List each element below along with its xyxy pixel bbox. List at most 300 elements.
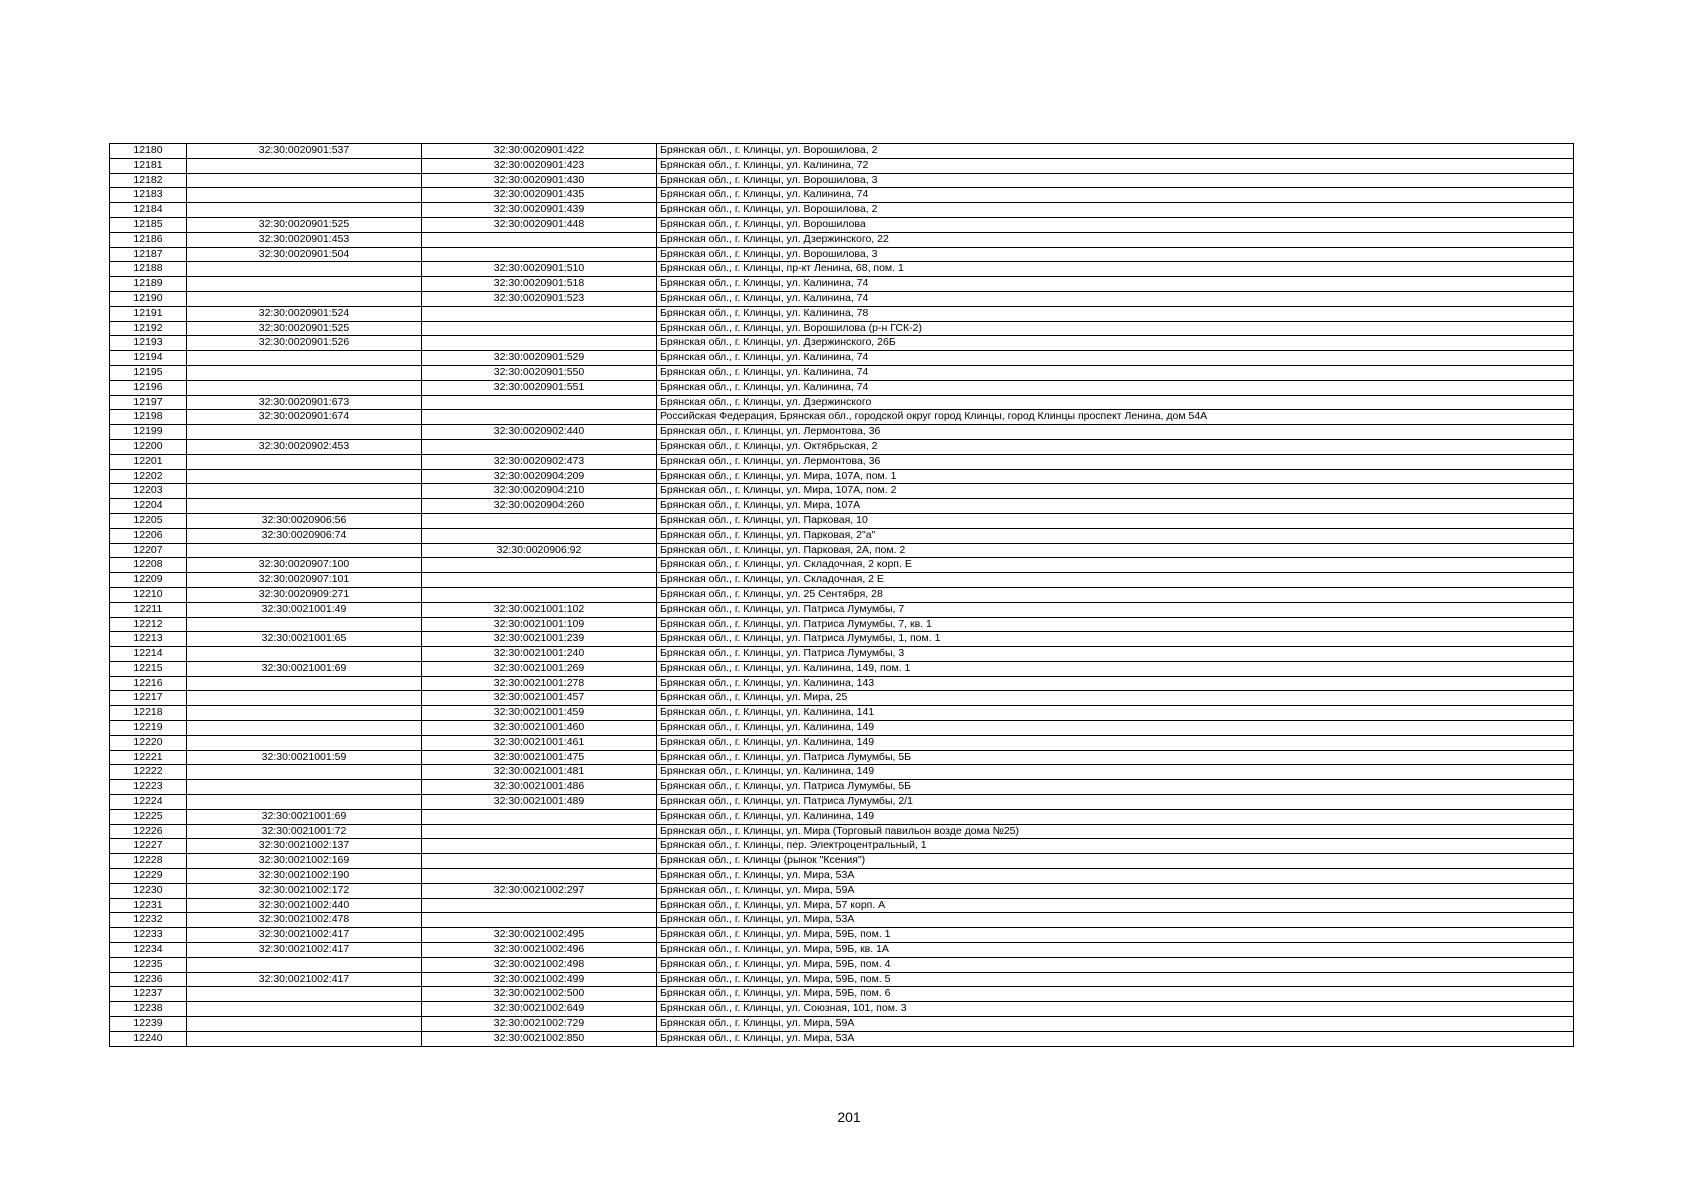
table-row (110, 765, 1574, 780)
cadastral-number-cell: 32:30:0020901:504 (187, 247, 422, 262)
row-number-cell: 12205 (110, 513, 187, 528)
cadastral-number-cell (187, 721, 422, 736)
row-number-cell: 12211 (110, 602, 187, 617)
table-row (110, 410, 1574, 425)
table-row (110, 499, 1574, 514)
table-row (110, 1002, 1574, 1017)
table-row (110, 928, 1574, 943)
table-row (110, 217, 1574, 232)
row-number-cell: 12231 (110, 898, 187, 913)
row-number-cell: 12232 (110, 913, 187, 928)
building-cadastral-number-cell (422, 587, 657, 602)
address-cell: Брянская обл., г. Клинцы, ул. Мира, 59А (657, 1017, 1574, 1032)
row-number-cell: 12210 (110, 587, 187, 602)
cadastral-number-cell (187, 1017, 422, 1032)
row-number-cell: 12194 (110, 351, 187, 366)
cadastral-number-cell (187, 188, 422, 203)
address-cell: Брянская обл., г. Клинцы, ул. Мира, 59Б, пом. 5 (657, 972, 1574, 987)
row-number-cell: 12215 (110, 661, 187, 676)
table-row (110, 676, 1574, 691)
cadastral-number-cell: 32:30:0020901:525 (187, 321, 422, 336)
building-cadastral-number-cell (422, 809, 657, 824)
table-row (110, 351, 1574, 366)
building-cadastral-number-cell: 32:30:0021002:649 (422, 1002, 657, 1017)
row-number-cell: 12198 (110, 410, 187, 425)
cadastral-number-cell (187, 765, 422, 780)
row-number-cell: 12234 (110, 943, 187, 958)
row-number-cell: 12224 (110, 795, 187, 810)
address-cell: Брянская обл., г. Клинцы, ул. Калинина, 74 (657, 188, 1574, 203)
table-row (110, 484, 1574, 499)
row-number-cell: 12227 (110, 839, 187, 854)
table-row (110, 262, 1574, 277)
row-number-cell: 12195 (110, 365, 187, 380)
address-cell: Брянская обл., г. Клинцы, ул. Мира, 53А (657, 913, 1574, 928)
table-row (110, 898, 1574, 913)
address-cell: Брянская обл., г. Клинцы, ул. Калинина, 149 (657, 735, 1574, 750)
row-number-cell: 12201 (110, 454, 187, 469)
building-cadastral-number-cell: 32:30:0021002:495 (422, 928, 657, 943)
address-cell: Брянская обл., г. Клинцы, ул. Мира, 53А (657, 869, 1574, 884)
building-cadastral-number-cell (422, 913, 657, 928)
building-cadastral-number-cell (422, 232, 657, 247)
table-row (110, 425, 1574, 440)
cadastral-number-cell: 32:30:0021002:417 (187, 943, 422, 958)
address-cell: Брянская обл., г. Клинцы, ул. Калинина, 149 (657, 721, 1574, 736)
building-cadastral-number-cell: 32:30:0021002:729 (422, 1017, 657, 1032)
address-cell: Брянская обл., г. Клинцы, ул. Калинина, 74 (657, 380, 1574, 395)
building-cadastral-number-cell (422, 321, 657, 336)
building-cadastral-number-cell: 32:30:0021002:498 (422, 957, 657, 972)
address-cell: Брянская обл., г. Клинцы, ул. Парковая, 10 (657, 513, 1574, 528)
address-cell: Брянская обл., г. Клинцы, ул. Союзная, 101, пом. 3 (657, 1002, 1574, 1017)
table-row (110, 617, 1574, 632)
cadastral-number-cell (187, 365, 422, 380)
building-cadastral-number-cell: 32:30:0021001:239 (422, 632, 657, 647)
building-cadastral-number-cell: 32:30:0020904:260 (422, 499, 657, 514)
row-number-cell: 12220 (110, 735, 187, 750)
row-number-cell: 12238 (110, 1002, 187, 1017)
row-number-cell: 12187 (110, 247, 187, 262)
table-row (110, 513, 1574, 528)
address-cell: Брянская обл., г. Клинцы, ул. Калинина, 74 (657, 291, 1574, 306)
cadastral-number-cell (187, 1002, 422, 1017)
address-cell: Брянская обл., г. Клинцы, ул. Дзержинского (657, 395, 1574, 410)
address-cell: Брянская обл., г. Клинцы, ул. Патриса Лумумбы, 3 (657, 647, 1574, 662)
address-cell: Российская Федерация, Брянская обл., городской округ город Клинцы, город Клинцы проспект Ленина, дом 54А (657, 410, 1574, 425)
address-cell: Брянская обл., г. Клинцы, ул. Калинина, 74 (657, 351, 1574, 366)
table-row (110, 883, 1574, 898)
address-cell: Брянская обл., г. Клинцы, ул. Ворошилова (657, 217, 1574, 232)
table-row (110, 957, 1574, 972)
cadastral-number-cell (187, 262, 422, 277)
table-row (110, 1031, 1574, 1046)
table-row (110, 306, 1574, 321)
cadastral-number-cell: 32:30:0021001:65 (187, 632, 422, 647)
cadastral-number-cell (187, 203, 422, 218)
row-number-cell: 12237 (110, 987, 187, 1002)
building-cadastral-number-cell (422, 898, 657, 913)
table-row (110, 706, 1574, 721)
building-cadastral-number-cell (422, 247, 657, 262)
building-cadastral-number-cell: 32:30:0020901:448 (422, 217, 657, 232)
address-cell: Брянская обл., г. Клинцы, ул. Мира, 107А (657, 499, 1574, 514)
table-row (110, 632, 1574, 647)
cadastral-number-cell: 32:30:0021002:478 (187, 913, 422, 928)
building-cadastral-number-cell: 32:30:0021002:496 (422, 943, 657, 958)
building-cadastral-number-cell: 32:30:0021001:240 (422, 647, 657, 662)
address-cell: Брянская обл., г. Клинцы, ул. Парковая, 2А, пом. 2 (657, 543, 1574, 558)
address-cell: Брянская обл., г. Клинцы, ул. Мира, 59Б, пом. 1 (657, 928, 1574, 943)
table-row (110, 247, 1574, 262)
table-row (110, 721, 1574, 736)
table-row (110, 795, 1574, 810)
cadastral-number-cell (187, 469, 422, 484)
address-cell: Брянская обл., г. Клинцы, ул. Патриса Лумумбы, 7 (657, 602, 1574, 617)
table-row (110, 691, 1574, 706)
address-cell: Брянская обл., г. Клинцы, ул. Калинина, 141 (657, 706, 1574, 721)
table-row (110, 750, 1574, 765)
address-cell: Брянская обл., г. Клинцы, ул. Ворошилова, 2 (657, 144, 1574, 159)
table-row (110, 321, 1574, 336)
row-number-cell: 12221 (110, 750, 187, 765)
cadastral-number-cell (187, 291, 422, 306)
row-number-cell: 12204 (110, 499, 187, 514)
building-cadastral-number-cell: 32:30:0020901:523 (422, 291, 657, 306)
address-cell: Брянская обл., г. Клинцы, ул. Мира (Торговый павильон возде дома №25) (657, 824, 1574, 839)
address-cell: Брянская обл., г. Клинцы, ул. Калинина, 74 (657, 365, 1574, 380)
cadastral-number-cell: 32:30:0021002:169 (187, 854, 422, 869)
building-cadastral-number-cell: 32:30:0021002:500 (422, 987, 657, 1002)
cadastral-number-cell: 32:30:0020901:673 (187, 395, 422, 410)
table-row (110, 573, 1574, 588)
page-number: 201 (837, 1109, 861, 1125)
row-number-cell: 12236 (110, 972, 187, 987)
table-row (110, 232, 1574, 247)
address-cell: Брянская обл., г. Клинцы, ул. 25 Сентября, 28 (657, 587, 1574, 602)
row-number-cell: 12196 (110, 380, 187, 395)
table-row (110, 543, 1574, 558)
table-row (110, 1017, 1574, 1032)
address-cell: Брянская обл., г. Клинцы, ул. Лермонтова, 36 (657, 425, 1574, 440)
cadastral-number-cell (187, 499, 422, 514)
address-cell: Брянская обл., г. Клинцы, ул. Парковая, 2"а" (657, 528, 1574, 543)
table-row (110, 144, 1574, 159)
building-cadastral-number-cell: 32:30:0020901:518 (422, 277, 657, 292)
building-cadastral-number-cell (422, 439, 657, 454)
building-cadastral-number-cell: 32:30:0021001:102 (422, 602, 657, 617)
row-number-cell: 12200 (110, 439, 187, 454)
table-row (110, 647, 1574, 662)
table-row (110, 587, 1574, 602)
row-number-cell: 12183 (110, 188, 187, 203)
address-cell: Брянская обл., г. Клинцы (рынок "Ксения") (657, 854, 1574, 869)
table-row (110, 602, 1574, 617)
cadastral-number-cell: 32:30:0021002:172 (187, 883, 422, 898)
building-cadastral-number-cell (422, 558, 657, 573)
building-cadastral-number-cell: 32:30:0020901:439 (422, 203, 657, 218)
row-number-cell: 12191 (110, 306, 187, 321)
cadastral-number-cell (187, 380, 422, 395)
cadastral-number-cell (187, 173, 422, 188)
building-cadastral-number-cell: 32:30:0020904:210 (422, 484, 657, 499)
cadastral-number-cell: 32:30:0020901:537 (187, 144, 422, 159)
cadastral-number-cell: 32:30:0020901:526 (187, 336, 422, 351)
address-cell: Брянская обл., г. Клинцы, ул. Ворошилова, 3 (657, 247, 1574, 262)
address-cell: Брянская обл., г. Клинцы, ул. Мира, 59Б, пом. 4 (657, 957, 1574, 972)
building-cadastral-number-cell (422, 824, 657, 839)
cadastral-number-cell: 32:30:0020906:74 (187, 528, 422, 543)
table-row (110, 558, 1574, 573)
address-cell: Брянская обл., г. Клинцы, ул. Калинина, 78 (657, 306, 1574, 321)
row-number-cell: 12193 (110, 336, 187, 351)
table-row (110, 365, 1574, 380)
building-cadastral-number-cell (422, 410, 657, 425)
row-number-cell: 12206 (110, 528, 187, 543)
row-number-cell: 12212 (110, 617, 187, 632)
row-number-cell: 12182 (110, 173, 187, 188)
address-cell: Брянская обл., г. Клинцы, ул. Ворошилова, 2 (657, 203, 1574, 218)
cadastral-number-cell: 32:30:0021001:59 (187, 750, 422, 765)
address-cell: Брянская обл., г. Клинцы, ул. Патриса Лумумбы, 5Б (657, 780, 1574, 795)
address-cell: Брянская обл., г. Клинцы, ул. Калинина, 149 (657, 765, 1574, 780)
address-cell: Брянская обл., г. Клинцы, ул. Патриса Лумумбы, 1, пом. 1 (657, 632, 1574, 647)
cadastral-number-cell (187, 795, 422, 810)
address-cell: Брянская обл., г. Клинцы, ул. Мира, 107А, пом. 1 (657, 469, 1574, 484)
building-cadastral-number-cell: 32:30:0021001:481 (422, 765, 657, 780)
cadastral-number-cell: 32:30:0021002:417 (187, 928, 422, 943)
building-cadastral-number-cell: 32:30:0020902:440 (422, 425, 657, 440)
row-number-cell: 12186 (110, 232, 187, 247)
table-row (110, 972, 1574, 987)
table-row (110, 809, 1574, 824)
row-number-cell: 12203 (110, 484, 187, 499)
cadastral-number-cell: 32:30:0020907:100 (187, 558, 422, 573)
building-cadastral-number-cell: 32:30:0021002:499 (422, 972, 657, 987)
row-number-cell: 12208 (110, 558, 187, 573)
building-cadastral-number-cell: 32:30:0020906:92 (422, 543, 657, 558)
building-cadastral-number-cell: 32:30:0020901:435 (422, 188, 657, 203)
row-number-cell: 12216 (110, 676, 187, 691)
row-number-cell: 12189 (110, 277, 187, 292)
cadastral-number-cell: 32:30:0020907:101 (187, 573, 422, 588)
cadastral-number-cell (187, 425, 422, 440)
row-number-cell: 12223 (110, 780, 187, 795)
address-cell: Брянская обл., г. Клинцы, пр-кт Ленина, 68, пом. 1 (657, 262, 1574, 277)
cadastral-number-cell (187, 1031, 422, 1046)
building-cadastral-number-cell: 32:30:0020902:473 (422, 454, 657, 469)
row-number-cell: 12239 (110, 1017, 187, 1032)
row-number-cell: 12218 (110, 706, 187, 721)
table-row (110, 780, 1574, 795)
cadastral-number-cell: 32:30:0021002:190 (187, 869, 422, 884)
row-number-cell: 12214 (110, 647, 187, 662)
building-cadastral-number-cell: 32:30:0021002:850 (422, 1031, 657, 1046)
row-number-cell: 12197 (110, 395, 187, 410)
cadastral-number-cell (187, 735, 422, 750)
table-row (110, 203, 1574, 218)
row-number-cell: 12230 (110, 883, 187, 898)
row-number-cell: 12188 (110, 262, 187, 277)
cadastral-number-cell (187, 454, 422, 469)
building-cadastral-number-cell: 32:30:0020901:423 (422, 158, 657, 173)
table-row (110, 188, 1574, 203)
address-cell: Брянская обл., г. Клинцы, ул. Дзержинского, 22 (657, 232, 1574, 247)
row-number-cell: 12225 (110, 809, 187, 824)
building-cadastral-number-cell: 32:30:0020901:529 (422, 351, 657, 366)
row-number-cell: 12228 (110, 854, 187, 869)
row-number-cell: 12202 (110, 469, 187, 484)
table-row (110, 469, 1574, 484)
table-row (110, 291, 1574, 306)
building-cadastral-number-cell: 32:30:0021001:278 (422, 676, 657, 691)
address-cell: Брянская обл., г. Клинцы, ул. Складочная, 2 Е (657, 573, 1574, 588)
table-row (110, 173, 1574, 188)
cadastral-number-cell: 32:30:0020901:525 (187, 217, 422, 232)
table-row (110, 336, 1574, 351)
building-cadastral-number-cell: 32:30:0020901:550 (422, 365, 657, 380)
table-row (110, 824, 1574, 839)
row-number-cell: 12207 (110, 543, 187, 558)
address-cell: Брянская обл., г. Клинцы, ул. Патриса Лумумбы, 5Б (657, 750, 1574, 765)
cadastral-number-cell (187, 780, 422, 795)
building-cadastral-number-cell (422, 395, 657, 410)
address-cell: Брянская обл., г. Клинцы, ул. Октябрьская, 2 (657, 439, 1574, 454)
table-row (110, 158, 1574, 173)
row-number-cell: 12226 (110, 824, 187, 839)
table-row (110, 987, 1574, 1002)
row-number-cell: 12233 (110, 928, 187, 943)
cadastral-number-cell: 32:30:0020909:271 (187, 587, 422, 602)
registry-table-body (110, 144, 1574, 1047)
table-row (110, 661, 1574, 676)
cadastral-number-cell (187, 706, 422, 721)
cadastral-number-cell (187, 277, 422, 292)
cadastral-number-cell: 32:30:0021001:49 (187, 602, 422, 617)
cadastral-number-cell (187, 484, 422, 499)
row-number-cell: 12180 (110, 144, 187, 159)
table-row (110, 913, 1574, 928)
table-row (110, 943, 1574, 958)
building-cadastral-number-cell: 32:30:0021001:461 (422, 735, 657, 750)
address-cell: Брянская обл., г. Клинцы, ул. Мира, 107А, пом. 2 (657, 484, 1574, 499)
address-cell: Брянская обл., г. Клинцы, ул. Мира, 25 (657, 691, 1574, 706)
row-number-cell: 12213 (110, 632, 187, 647)
building-cadastral-number-cell: 32:30:0020901:510 (422, 262, 657, 277)
table-row (110, 439, 1574, 454)
building-cadastral-number-cell (422, 306, 657, 321)
address-cell: Брянская обл., г. Клинцы, ул. Складочная, 2 корп. Е (657, 558, 1574, 573)
building-cadastral-number-cell: 32:30:0021001:460 (422, 721, 657, 736)
address-cell: Брянская обл., г. Клинцы, ул. Ворошилова, 3 (657, 173, 1574, 188)
building-cadastral-number-cell: 32:30:0020901:430 (422, 173, 657, 188)
address-cell: Брянская обл., г. Клинцы, ул. Мира, 53А (657, 1031, 1574, 1046)
cadastral-number-cell: 32:30:0021002:440 (187, 898, 422, 913)
address-cell: Брянская обл., г. Клинцы, ул. Калинина, 149, пом. 1 (657, 661, 1574, 676)
building-cadastral-number-cell: 32:30:0020904:209 (422, 469, 657, 484)
cadastral-number-cell (187, 647, 422, 662)
cadastral-number-cell (187, 543, 422, 558)
cadastral-number-cell (187, 617, 422, 632)
row-number-cell: 12217 (110, 691, 187, 706)
address-cell: Брянская обл., г. Клинцы, ул. Калинина, 74 (657, 277, 1574, 292)
cadastral-number-cell (187, 957, 422, 972)
row-number-cell: 12209 (110, 573, 187, 588)
cadastral-number-cell: 32:30:0020906:56 (187, 513, 422, 528)
address-cell: Брянская обл., г. Клинцы, ул. Патриса Лумумбы, 7, кв. 1 (657, 617, 1574, 632)
row-number-cell: 12199 (110, 425, 187, 440)
row-number-cell: 12192 (110, 321, 187, 336)
cadastral-number-cell: 32:30:0021002:137 (187, 839, 422, 854)
cadastral-number-cell: 32:30:0020901:674 (187, 410, 422, 425)
table-row (110, 528, 1574, 543)
cadastral-number-cell: 32:30:0021001:69 (187, 661, 422, 676)
cadastral-number-cell: 32:30:0020901:524 (187, 306, 422, 321)
row-number-cell: 12229 (110, 869, 187, 884)
address-cell: Брянская обл., г. Клинцы, ул. Калинина, 149 (657, 809, 1574, 824)
table-row (110, 869, 1574, 884)
address-cell: Брянская обл., г. Клинцы, ул. Дзержинского, 26Б (657, 336, 1574, 351)
building-cadastral-number-cell: 32:30:0021001:489 (422, 795, 657, 810)
building-cadastral-number-cell: 32:30:0021001:459 (422, 706, 657, 721)
cadastral-number-cell: 32:30:0021001:69 (187, 809, 422, 824)
address-cell: Брянская обл., г. Клинцы, ул. Патриса Лумумбы, 2/1 (657, 795, 1574, 810)
row-number-cell: 12181 (110, 158, 187, 173)
address-cell: Брянская обл., г. Клинцы, ул. Мира, 59А (657, 883, 1574, 898)
cadastral-number-cell: 32:30:0020902:453 (187, 439, 422, 454)
building-cadastral-number-cell (422, 854, 657, 869)
table-row (110, 395, 1574, 410)
building-cadastral-number-cell (422, 869, 657, 884)
building-cadastral-number-cell: 32:30:0020901:422 (422, 144, 657, 159)
building-cadastral-number-cell (422, 839, 657, 854)
row-number-cell: 12190 (110, 291, 187, 306)
building-cadastral-number-cell (422, 528, 657, 543)
row-number-cell: 12185 (110, 217, 187, 232)
address-cell: Брянская обл., г. Клинцы, пер. Электроцентральный, 1 (657, 839, 1574, 854)
building-cadastral-number-cell (422, 336, 657, 351)
address-cell: Брянская обл., г. Клинцы, ул. Калинина, 72 (657, 158, 1574, 173)
table-row (110, 380, 1574, 395)
cadastral-number-cell (187, 676, 422, 691)
registry-table (109, 143, 1574, 1047)
address-cell: Брянская обл., г. Клинцы, ул. Лермонтова, 36 (657, 454, 1574, 469)
building-cadastral-number-cell: 32:30:0021001:486 (422, 780, 657, 795)
table-row (110, 277, 1574, 292)
building-cadastral-number-cell (422, 513, 657, 528)
table-row (110, 454, 1574, 469)
row-number-cell: 12240 (110, 1031, 187, 1046)
table-row (110, 839, 1574, 854)
table-row (110, 735, 1574, 750)
building-cadastral-number-cell: 32:30:0021002:297 (422, 883, 657, 898)
building-cadastral-number-cell: 32:30:0020901:551 (422, 380, 657, 395)
row-number-cell: 12235 (110, 957, 187, 972)
row-number-cell: 12184 (110, 203, 187, 218)
cadastral-number-cell (187, 351, 422, 366)
address-cell: Брянская обл., г. Клинцы, ул. Мира, 59Б, кв. 1А (657, 943, 1574, 958)
row-number-cell: 12222 (110, 765, 187, 780)
cadastral-number-cell: 32:30:0020901:453 (187, 232, 422, 247)
row-number-cell: 12219 (110, 721, 187, 736)
table-row (110, 854, 1574, 869)
cadastral-number-cell (187, 691, 422, 706)
building-cadastral-number-cell: 32:30:0021001:269 (422, 661, 657, 676)
cadastral-number-cell (187, 987, 422, 1002)
cadastral-number-cell: 32:30:0021002:417 (187, 972, 422, 987)
address-cell: Брянская обл., г. Клинцы, ул. Мира, 57 корп. А (657, 898, 1574, 913)
building-cadastral-number-cell: 32:30:0021001:475 (422, 750, 657, 765)
